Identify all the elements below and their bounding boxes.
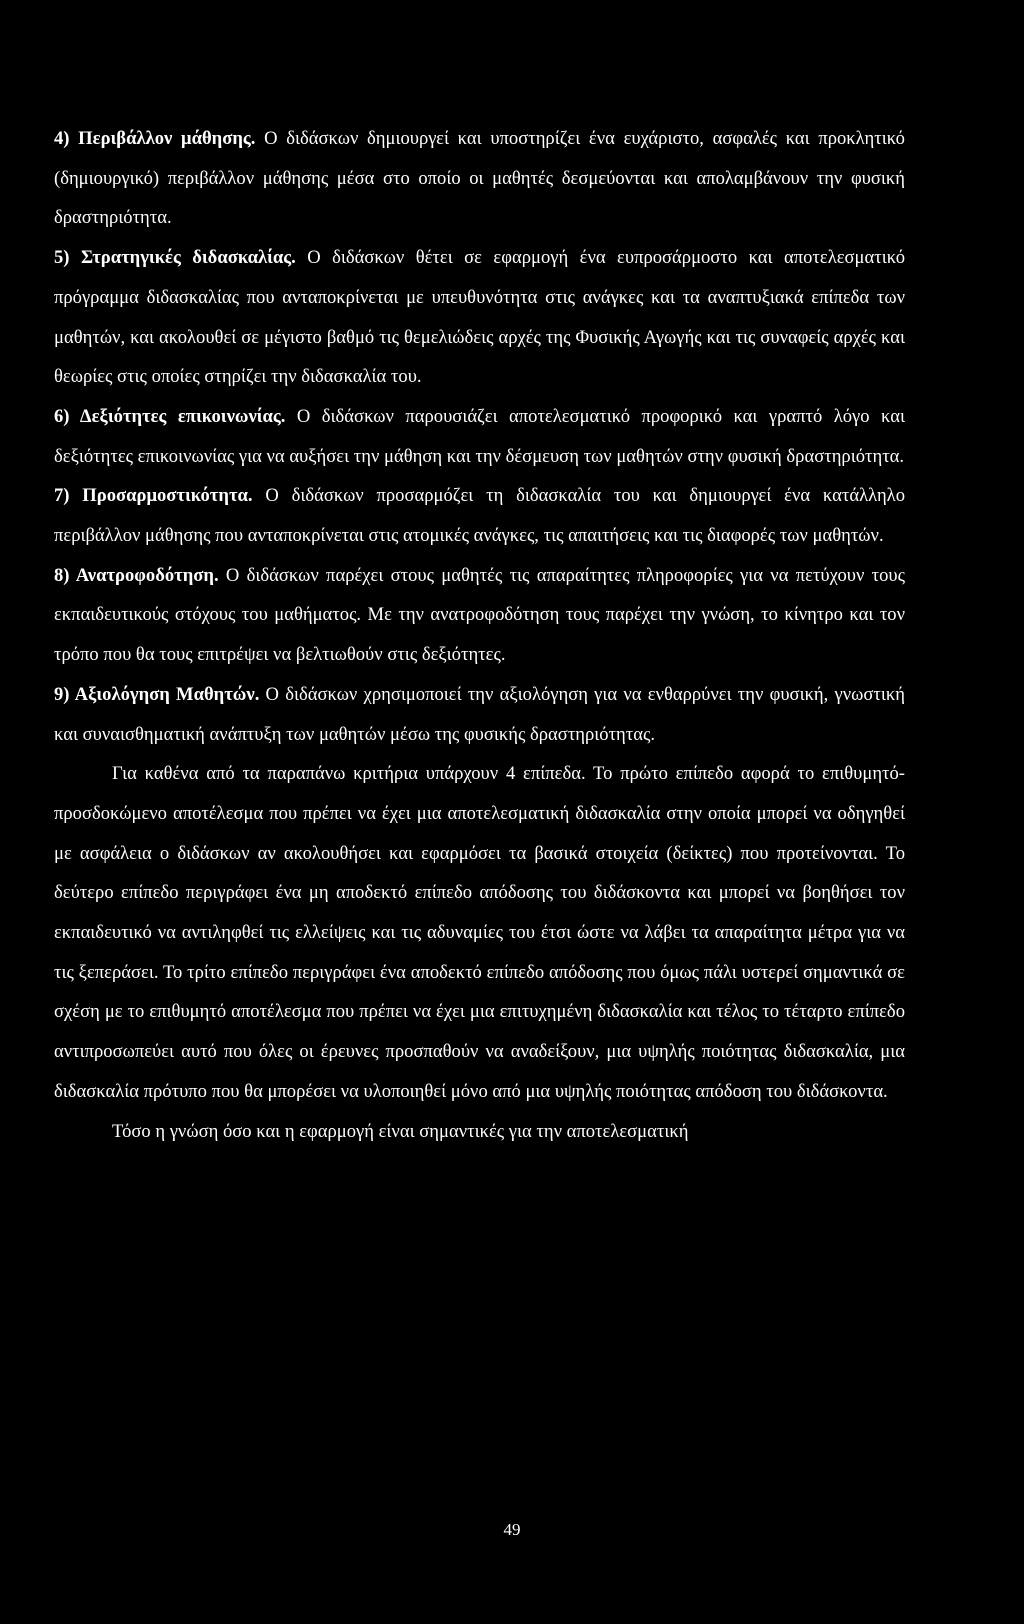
criterion-learning-environment [54, 119, 905, 238]
page-number: 49 [503, 1520, 521, 1539]
levels-paragraph: Για καθένα από τα παραπάνω κριτήρια υπάρχουν 4 επίπεδα. Το πρώτο επίπεδο αφορά το επιθυμητό- προσδοκώμενο αποτέλεσμα που πρέπει να έχει μια αποτελεσματική διδασκαλία στην οποία μπορεί να οδηγηθεί με ασφάλεια ο διδάσκων αν ακολουθήσει και εφαρμόσει τα βασικά στοιχεία (δείκτες) που προτείνονται. Το δεύτερο επίπεδο περιγράφει ένα μη αποδεκτό επίπεδο απόδοσης του διδάσκοντα και μπορεί να βοηθήσει τον εκπαιδευτικό να αντιληφθεί τις ελλείψεις και τις αδυναμίες του έτσι ώστε να λάβει τα απαραίτητα μέτρα για να τις ξεπεράσει. Το τρίτο επίπεδο περιγράφει ένα αποδεκτό επίπεδο απόδοσης που όμως πάλι υστερεί σημαντικά σε σχέση με το επιθυμητό αποτέλεσμα που πρέπει να έχει μια επιτυχημένη διδασκαλία και τέλος το τέταρτο επίπεδο αντιπροσωπεύει αυτό που όλες οι έρευνες προσπαθούν να αναδείξουν, μια υψηλής ποιότητας διδασκαλία, μια διδασκαλία πρότυπο που θα μπορέσει να υλοποιηθεί μόνο από μια υψηλής ποιότητας απόδοση του διδάσκοντα. [54, 763, 905, 1102]
document-body [54, 119, 905, 1151]
criterion-text: Ο διδάσκων θέτει σε εφαρμογή ένα ευπροσάρμοστο και αποτελεσματικό πρόγραμμα διδασκαλίας που ανταποκρίνεται με υπευθυνότητα στις ανάγκες και τα αναπτυξιακά επίπεδα των μαθητών, και ακολουθεί σε μέγιστο βαθμό τις θεμελιώδεις αρχές της Φυσικής Αγωγής και τις συναφείς αρχές και θεωρίες στις οποίες στηρίζει την διδασκαλία του. [54, 247, 905, 388]
criterion-teaching-strategies [54, 238, 905, 397]
criterion-heading: 4) Περιβάλλον μάθησης. [54, 128, 256, 149]
criterion-heading: 5) Στρατηγικές διδασκαλίας. [54, 247, 296, 269]
criterion-heading: 8) Ανατροφοδότηση. [54, 564, 219, 586]
criterion-communication-skills [54, 397, 905, 476]
criterion-adaptability [54, 476, 905, 555]
criterion-feedback [54, 556, 905, 675]
criterion-text: Ο διδάσκων δημιουργεί και υποστηρίζει ένα ευχάριστο, ασφαλές και προκλητικό (δημιουργικό) περιβάλλον μάθησης μέσα στο οποίο οι μαθητές δεσμεύονται και απολαμβάνουν την φυσική δραστηριότητα. [54, 128, 905, 229]
criterion-heading: 9) Αξιολόγηση Μαθητών. [54, 683, 260, 705]
closing-paragraph: Τόσο η γνώση όσο και η εφαρμογή είναι σημαντικές για την αποτελεσματική [112, 1120, 689, 1142]
criterion-text: Ο διδάσκων παρέχει στους μαθητές τις απαραίτητες πληροφορίες για να πετύχουν τους εκπαιδευτικούς στόχους του μαθήματος. Με την ανατροφοδότηση τους παρέχει την γνώση, το κίνητρο και τον τρόπο που θα τους επιτρέψει να βελτιωθούν στις δεξιότητες. [54, 564, 905, 666]
criterion-text: Ο διδάσκων παρουσιάζει αποτελεσματικό προφορικό και γραπτό λόγο και δεξιότητες επικοινωνίας για να αυξήσει την μάθηση και την δέσμευση των μαθητών στην φυσική δραστηριότητα. [54, 405, 905, 467]
criterion-heading: 6) Δεξιότητες επικοινωνίας. [54, 405, 286, 427]
criterion-text: Ο διδάσκων προσαρμόζει τη διδασκαλία του και δημιουργεί ένα κατάλληλο περιβάλλον μάθησης που ανταποκρίνεται στις ατομικές ανάγκες, τις απαιτήσεις και τις διαφορές των μαθητών. [54, 485, 905, 547]
criterion-text: Ο διδάσκων χρησιμοποιεί την αξιολόγηση για να ενθαρρύνει την φυσική, γνωστική και συναισθηματική ανάπτυξη των μαθητών μέσω της φυσικής δραστηριότητας. [54, 683, 905, 745]
criterion-heading: 7) Προσαρμοστικότητα. [54, 485, 253, 507]
criterion-student-assessment [54, 675, 905, 754]
